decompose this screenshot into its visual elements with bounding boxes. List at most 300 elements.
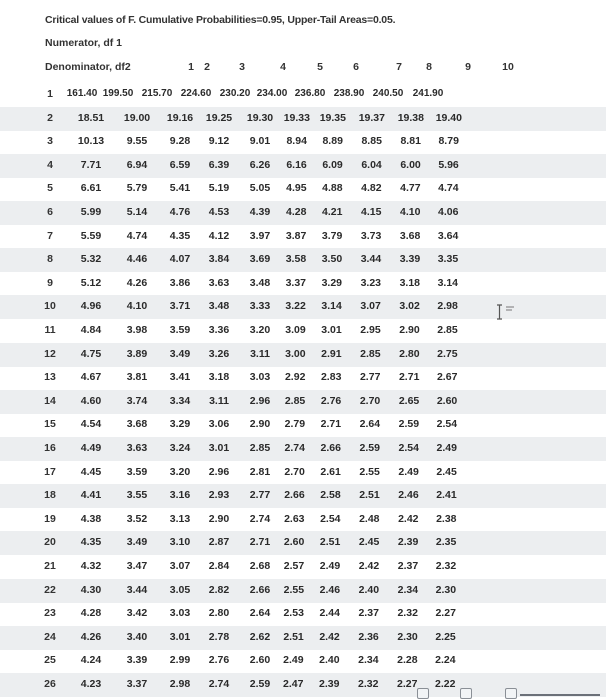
table-cell: 240.50 bbox=[372, 88, 404, 99]
table-cell: 2.77 bbox=[359, 371, 381, 384]
window-icon[interactable] bbox=[505, 688, 517, 699]
table-cell: 2.74 bbox=[208, 678, 230, 690]
table-cell: 3.07 bbox=[169, 560, 191, 572]
table-cell: 2.83 bbox=[320, 371, 342, 384]
table-row bbox=[0, 461, 606, 485]
table-cell: 3.42 bbox=[126, 607, 148, 620]
table-cell: 215.70 bbox=[141, 88, 173, 99]
table-cell: 3.34 bbox=[169, 394, 191, 407]
column-header: 7 bbox=[396, 61, 402, 73]
table-cell: 2.49 bbox=[436, 442, 457, 454]
table-cell: 4.74 bbox=[438, 182, 459, 195]
table-cell: 4.95 bbox=[286, 182, 307, 195]
table-cell: 4.21 bbox=[322, 206, 343, 218]
table-cell: 3.68 bbox=[399, 229, 421, 242]
column-header: 5 bbox=[317, 61, 323, 73]
table-cell: 4.23 bbox=[80, 678, 102, 690]
row-df2-label: 12 bbox=[44, 347, 56, 360]
table-cell: 2.66 bbox=[320, 442, 341, 454]
table-cell: 2.79 bbox=[284, 418, 306, 431]
table-cell: 18.51 bbox=[77, 111, 105, 124]
table-cell: 2.46 bbox=[319, 583, 341, 596]
table-cell: 19.40 bbox=[435, 111, 462, 124]
table-cell: 3.84 bbox=[208, 253, 230, 266]
table-cell: 3.73 bbox=[360, 229, 382, 242]
table-cell: 2.36 bbox=[358, 630, 379, 643]
table-cell: 2.41 bbox=[436, 489, 457, 502]
table-cell: 2.90 bbox=[399, 324, 420, 336]
table-cell: 234.00 bbox=[256, 88, 288, 99]
table-cell: 19.38 bbox=[397, 111, 424, 124]
column-header: 4 bbox=[280, 61, 286, 73]
table-cell: 3.44 bbox=[126, 583, 148, 596]
table-cell: 19.35 bbox=[319, 111, 346, 124]
table-cell: 4.15 bbox=[361, 206, 382, 218]
table-cell: 3.79 bbox=[321, 229, 343, 242]
table-cell: 3.20 bbox=[249, 324, 271, 336]
table-cell: 2.49 bbox=[398, 465, 419, 478]
row-df2-label: 13 bbox=[44, 371, 56, 384]
table-cell: 2.60 bbox=[283, 536, 305, 549]
table-cell: 2.92 bbox=[284, 371, 306, 384]
table-cell: 3.01 bbox=[321, 324, 342, 336]
table-cell: 3.44 bbox=[360, 253, 382, 266]
table-row bbox=[0, 579, 606, 603]
table-cell: 3.22 bbox=[285, 300, 306, 313]
table-cell: 8.94 bbox=[286, 135, 307, 148]
text-cursor-icon bbox=[494, 303, 516, 321]
column-header: 2 bbox=[204, 61, 210, 73]
table-cell: 6.16 bbox=[286, 158, 307, 171]
table-cell: 2.54 bbox=[320, 512, 341, 525]
table-cell: 19.16 bbox=[166, 111, 194, 124]
row-df2-label: 7 bbox=[47, 229, 53, 242]
table-cell: 9.28 bbox=[169, 135, 191, 148]
table-cell: 4.12 bbox=[208, 229, 230, 242]
table-cell: 2.85 bbox=[284, 394, 306, 407]
table-cell: 2.45 bbox=[436, 465, 457, 478]
table-cell: 2.39 bbox=[319, 678, 340, 690]
table-cell: 8.85 bbox=[361, 135, 382, 148]
row-df2-label: 18 bbox=[44, 489, 56, 502]
table-cell: 3.01 bbox=[208, 442, 230, 454]
table-cell: 2.91 bbox=[321, 347, 342, 360]
column-header: 6 bbox=[353, 61, 359, 73]
table-cell: 2.98 bbox=[437, 300, 458, 313]
table-cell: 3.29 bbox=[169, 418, 191, 431]
table-cell: 2.49 bbox=[319, 560, 341, 572]
table-cell: 2.60 bbox=[436, 394, 458, 407]
table-cell: 2.85 bbox=[249, 442, 271, 454]
table-cell: 4.49 bbox=[80, 442, 102, 454]
table-cell: 4.76 bbox=[169, 206, 191, 218]
row-df2-label: 24 bbox=[44, 630, 56, 643]
table-cell: 3.49 bbox=[126, 536, 148, 549]
table-cell: 2.59 bbox=[359, 442, 380, 454]
table-cell: 4.46 bbox=[126, 253, 148, 266]
table-cell: 199.50 bbox=[102, 88, 134, 99]
table-cell: 2.37 bbox=[358, 607, 379, 620]
table-cell: 2.84 bbox=[208, 560, 230, 572]
table-cell: 3.03 bbox=[169, 607, 191, 620]
table-cell: 3.14 bbox=[437, 276, 459, 289]
table-cell: 3.37 bbox=[285, 276, 307, 289]
document-icon[interactable] bbox=[460, 688, 472, 699]
table-cell: 2.38 bbox=[436, 512, 457, 525]
table-cell: 4.54 bbox=[80, 418, 102, 431]
table-cell: 2.57 bbox=[283, 560, 305, 572]
table-cell: 2.55 bbox=[283, 583, 305, 596]
table-cell: 6.94 bbox=[126, 158, 148, 171]
table-cell: 3.01 bbox=[169, 630, 191, 643]
table-cell: 5.14 bbox=[126, 206, 148, 218]
table-cell: 2.42 bbox=[358, 560, 380, 572]
table-cell: 2.81 bbox=[249, 465, 271, 478]
table-cell: 3.49 bbox=[169, 347, 191, 360]
table-cell: 3.89 bbox=[126, 347, 148, 360]
table-cell: 2.70 bbox=[284, 465, 305, 478]
table-cell: 2.76 bbox=[320, 394, 342, 407]
table-cell: 4.75 bbox=[80, 347, 102, 360]
table-cell: 2.42 bbox=[319, 630, 340, 643]
table-cell: 2.96 bbox=[208, 465, 230, 478]
table-cell: 2.61 bbox=[320, 465, 341, 478]
table-cell: 5.19 bbox=[208, 182, 230, 195]
table-cell: 2.34 bbox=[397, 583, 419, 596]
table-row bbox=[0, 225, 606, 249]
table-cell: 2.34 bbox=[358, 654, 379, 667]
table-cell: 2.90 bbox=[208, 512, 230, 525]
table-cell: 2.25 bbox=[435, 630, 456, 643]
table-row bbox=[0, 626, 606, 650]
table-row bbox=[0, 83, 606, 107]
table-cell: 3.71 bbox=[169, 300, 191, 313]
table-cell: 2.58 bbox=[320, 489, 341, 502]
table-cell: 3.81 bbox=[126, 371, 148, 384]
table-cell: 4.74 bbox=[126, 229, 148, 242]
table-cell: 6.61 bbox=[80, 182, 102, 195]
table-cell: 8.89 bbox=[322, 135, 343, 148]
table-cell: 5.12 bbox=[80, 276, 102, 289]
table-cell: 3.64 bbox=[437, 229, 459, 242]
table-cell: 3.48 bbox=[249, 276, 271, 289]
table-cell: 4.38 bbox=[80, 512, 102, 525]
table-cell: 3.39 bbox=[126, 654, 148, 667]
table-cell: 3.14 bbox=[321, 300, 342, 313]
table-cell: 2.54 bbox=[436, 418, 458, 431]
table-cell: 2.74 bbox=[249, 512, 271, 525]
table-cell: 2.39 bbox=[397, 536, 419, 549]
column-header: 3 bbox=[239, 61, 245, 73]
table-cell: 2.54 bbox=[398, 442, 419, 454]
table-cell: 4.32 bbox=[80, 560, 102, 572]
row-df2-label: 6 bbox=[47, 206, 53, 218]
row-df2-label: 3 bbox=[47, 135, 53, 148]
table-cell: 2.27 bbox=[397, 678, 418, 690]
table-row bbox=[0, 177, 606, 201]
table-cell: 3.68 bbox=[126, 418, 148, 431]
table-cell: 2.30 bbox=[435, 583, 457, 596]
table-cell: 241.90 bbox=[412, 88, 444, 99]
table-cell: 4.26 bbox=[126, 276, 148, 289]
table-row bbox=[0, 107, 606, 131]
table-cell: 3.07 bbox=[360, 300, 381, 313]
table-row bbox=[0, 130, 606, 154]
column-header: 9 bbox=[465, 61, 471, 73]
table-cell: 19.33 bbox=[283, 111, 310, 124]
table-cell: 5.32 bbox=[80, 253, 102, 266]
table-cell: 3.03 bbox=[249, 371, 271, 384]
table-cell: 3.36 bbox=[208, 324, 230, 336]
table-cell: 19.30 bbox=[246, 111, 274, 124]
table-cell: 9.55 bbox=[126, 135, 148, 148]
table-cell: 4.96 bbox=[80, 300, 102, 313]
table-cell: 4.82 bbox=[361, 182, 382, 195]
table-row bbox=[0, 319, 606, 343]
row-df2-label: 20 bbox=[44, 536, 56, 549]
table-row bbox=[0, 248, 606, 272]
table-cell: 2.40 bbox=[358, 583, 380, 596]
table-cell: 4.67 bbox=[80, 371, 102, 384]
table-cell: 2.75 bbox=[437, 347, 458, 360]
table-cell: 2.77 bbox=[249, 489, 271, 502]
table-cell: 2.32 bbox=[397, 607, 418, 620]
table-cell: 2.59 bbox=[398, 418, 420, 431]
table-cell: 2.62 bbox=[249, 630, 271, 643]
table-cell: 3.52 bbox=[126, 512, 148, 525]
table-cell: 2.49 bbox=[283, 654, 304, 667]
column-header: 8 bbox=[426, 61, 432, 73]
table-cell: 5.05 bbox=[249, 182, 271, 195]
table-cell: 2.64 bbox=[359, 418, 381, 431]
table-cell: 224.60 bbox=[180, 88, 212, 99]
table-cell: 7.71 bbox=[80, 158, 102, 171]
table-cell: 2.85 bbox=[360, 347, 381, 360]
table-cell: 4.06 bbox=[438, 206, 459, 218]
table-cell: 10.13 bbox=[77, 135, 105, 148]
table-cell: 2.42 bbox=[398, 512, 419, 525]
table-cell: 2.59 bbox=[249, 678, 271, 690]
table-cell: 5.59 bbox=[80, 229, 102, 242]
table-cell: 4.24 bbox=[80, 654, 102, 667]
table-cell: 2.48 bbox=[359, 512, 380, 525]
row-df2-label: 8 bbox=[47, 253, 53, 266]
table-title: Critical values of F. Cumulative Probabilities=0.95, Upper-Tail Areas=0.05. bbox=[45, 14, 396, 26]
table-cell: 2.37 bbox=[397, 560, 419, 572]
column-header: 1 bbox=[188, 61, 194, 73]
table-cell: 2.51 bbox=[319, 536, 341, 549]
table-row bbox=[0, 272, 606, 296]
table-cell: 2.24 bbox=[435, 654, 456, 667]
table-cell: 6.59 bbox=[169, 158, 191, 171]
table-cell: 3.35 bbox=[437, 253, 459, 266]
table-cell: 2.82 bbox=[208, 583, 230, 596]
column-header: 10 bbox=[502, 61, 514, 73]
table-cell: 3.97 bbox=[249, 229, 271, 242]
table-row bbox=[0, 531, 606, 555]
table-cell: 4.35 bbox=[80, 536, 102, 549]
table-row bbox=[0, 555, 606, 579]
row-df2-label: 16 bbox=[44, 442, 56, 454]
table-cell: 161.40 bbox=[66, 88, 98, 99]
table-cell: 2.46 bbox=[398, 489, 419, 502]
table-cell: 2.27 bbox=[435, 607, 456, 620]
table-cell: 3.63 bbox=[126, 442, 148, 454]
table-cell: 3.13 bbox=[169, 512, 191, 525]
row-df2-label: 26 bbox=[44, 678, 56, 690]
app-icon[interactable] bbox=[417, 688, 429, 699]
row-df2-label: 23 bbox=[44, 607, 56, 620]
table-cell: 2.95 bbox=[360, 324, 381, 336]
table-cell: 4.41 bbox=[80, 489, 102, 502]
table-cell: 2.45 bbox=[358, 536, 380, 549]
row-df2-label: 19 bbox=[44, 512, 56, 525]
table-cell: 2.44 bbox=[319, 607, 340, 620]
table-cell: 3.39 bbox=[399, 253, 421, 266]
denominator-label: Denominator, df2 bbox=[45, 61, 131, 73]
table-row bbox=[0, 508, 606, 532]
table-cell: 3.02 bbox=[399, 300, 420, 313]
table-cell: 3.18 bbox=[399, 276, 421, 289]
table-row bbox=[0, 649, 606, 673]
table-cell: 9.12 bbox=[208, 135, 230, 148]
table-cell: 2.32 bbox=[435, 560, 457, 572]
table-cell: 2.63 bbox=[284, 512, 305, 525]
table-row bbox=[0, 413, 606, 437]
row-df2-label: 22 bbox=[44, 583, 56, 596]
table-cell: 3.20 bbox=[169, 465, 191, 478]
table-cell: 3.41 bbox=[169, 371, 191, 384]
table-cell: 2.90 bbox=[249, 418, 271, 431]
table-cell: 2.76 bbox=[208, 654, 230, 667]
row-df2-label: 25 bbox=[44, 654, 56, 667]
table-cell: 2.64 bbox=[249, 607, 271, 620]
table-row bbox=[0, 437, 606, 461]
row-df2-label: 4 bbox=[47, 158, 53, 171]
table-cell: 19.37 bbox=[358, 111, 385, 124]
table-cell: 3.09 bbox=[285, 324, 306, 336]
table-cell: 2.71 bbox=[249, 536, 271, 549]
table-cell: 19.00 bbox=[123, 111, 151, 124]
table-cell: 2.70 bbox=[359, 394, 381, 407]
table-cell: 4.45 bbox=[80, 465, 102, 478]
table-cell: 236.80 bbox=[294, 88, 326, 99]
table-row bbox=[0, 154, 606, 178]
row-df2-label: 5 bbox=[47, 182, 53, 195]
table-cell: 3.23 bbox=[360, 276, 382, 289]
table-cell: 2.87 bbox=[208, 536, 230, 549]
table-row bbox=[0, 366, 606, 390]
table-cell: 2.65 bbox=[398, 394, 420, 407]
table-cell: 2.51 bbox=[283, 630, 304, 643]
table-cell: 3.05 bbox=[169, 583, 191, 596]
table-cell: 2.96 bbox=[249, 394, 271, 407]
table-row bbox=[0, 390, 606, 414]
table-cell: 3.18 bbox=[208, 371, 230, 384]
table-cell: 8.79 bbox=[438, 135, 459, 148]
scroll-track bbox=[520, 694, 600, 696]
row-df2-label: 11 bbox=[44, 324, 56, 336]
table-row bbox=[0, 201, 606, 225]
table-cell: 9.01 bbox=[249, 135, 271, 148]
table-cell: 5.79 bbox=[126, 182, 148, 195]
table-cell: 3.55 bbox=[126, 489, 148, 502]
table-cell: 3.74 bbox=[126, 394, 148, 407]
table-cell: 3.11 bbox=[250, 347, 270, 360]
table-cell: 3.59 bbox=[169, 324, 191, 336]
table-cell: 3.16 bbox=[169, 489, 191, 502]
table-cell: 3.00 bbox=[285, 347, 306, 360]
table-cell: 2.47 bbox=[283, 678, 304, 690]
table-cell: 2.68 bbox=[249, 560, 271, 572]
table-cell: 2.60 bbox=[249, 654, 271, 667]
row-df2-label: 14 bbox=[44, 394, 56, 407]
table-cell: 3.40 bbox=[126, 630, 148, 643]
table-cell: 2.66 bbox=[249, 583, 271, 596]
table-cell: 5.41 bbox=[169, 182, 191, 195]
table-cell: 4.39 bbox=[249, 206, 271, 218]
table-row bbox=[0, 602, 606, 626]
table-cell: 2.55 bbox=[359, 465, 380, 478]
table-cell: 19.25 bbox=[205, 111, 233, 124]
table-cell: 2.35 bbox=[435, 536, 457, 549]
table-cell: 3.87 bbox=[285, 229, 307, 242]
table-cell: 6.39 bbox=[208, 158, 230, 171]
table-cell: 2.71 bbox=[320, 418, 342, 431]
table-cell: 5.96 bbox=[438, 158, 459, 171]
table-cell: 3.24 bbox=[169, 442, 191, 454]
numerator-label: Numerator, df 1 bbox=[45, 37, 123, 49]
table-cell: 2.98 bbox=[169, 678, 191, 690]
table-cell: 238.90 bbox=[333, 88, 365, 99]
table-cell: 4.53 bbox=[208, 206, 230, 218]
table-cell: 3.33 bbox=[249, 300, 271, 313]
table-cell: 2.80 bbox=[208, 607, 230, 620]
table-cell: 3.11 bbox=[209, 394, 229, 407]
table-cell: 4.35 bbox=[169, 229, 191, 242]
row-df2-label: 9 bbox=[47, 276, 53, 289]
table-cell: 8.81 bbox=[400, 135, 421, 148]
row-df2-label: 2 bbox=[47, 111, 53, 124]
row-df2-label: 15 bbox=[44, 418, 56, 431]
table-cell: 2.80 bbox=[399, 347, 420, 360]
table-cell: 3.26 bbox=[208, 347, 230, 360]
row-df2-label: 17 bbox=[44, 465, 56, 478]
table-cell: 2.99 bbox=[169, 654, 191, 667]
row-df2-label: 10 bbox=[44, 300, 56, 313]
table-cell: 3.50 bbox=[321, 253, 343, 266]
table-cell: 2.67 bbox=[436, 371, 458, 384]
table-cell: 3.47 bbox=[126, 560, 148, 572]
table-cell: 3.10 bbox=[169, 536, 191, 549]
table-cell: 4.07 bbox=[169, 253, 191, 266]
table-cell: 2.66 bbox=[284, 489, 305, 502]
table-cell: 4.88 bbox=[322, 182, 343, 195]
table-cell: 2.85 bbox=[437, 324, 458, 336]
table-cell: 3.58 bbox=[285, 253, 307, 266]
table-cell: 2.74 bbox=[284, 442, 305, 454]
table-cell: 2.30 bbox=[397, 630, 418, 643]
table-cell: 2.40 bbox=[319, 654, 340, 667]
table-cell: 3.69 bbox=[249, 253, 271, 266]
table-cell: 4.60 bbox=[80, 394, 102, 407]
table-cell: 4.10 bbox=[126, 300, 148, 313]
table-cell: 4.28 bbox=[286, 206, 307, 218]
table-cell: 3.06 bbox=[208, 418, 230, 431]
table-cell: 2.53 bbox=[283, 607, 304, 620]
table-row bbox=[0, 343, 606, 367]
table-cell: 3.29 bbox=[321, 276, 343, 289]
